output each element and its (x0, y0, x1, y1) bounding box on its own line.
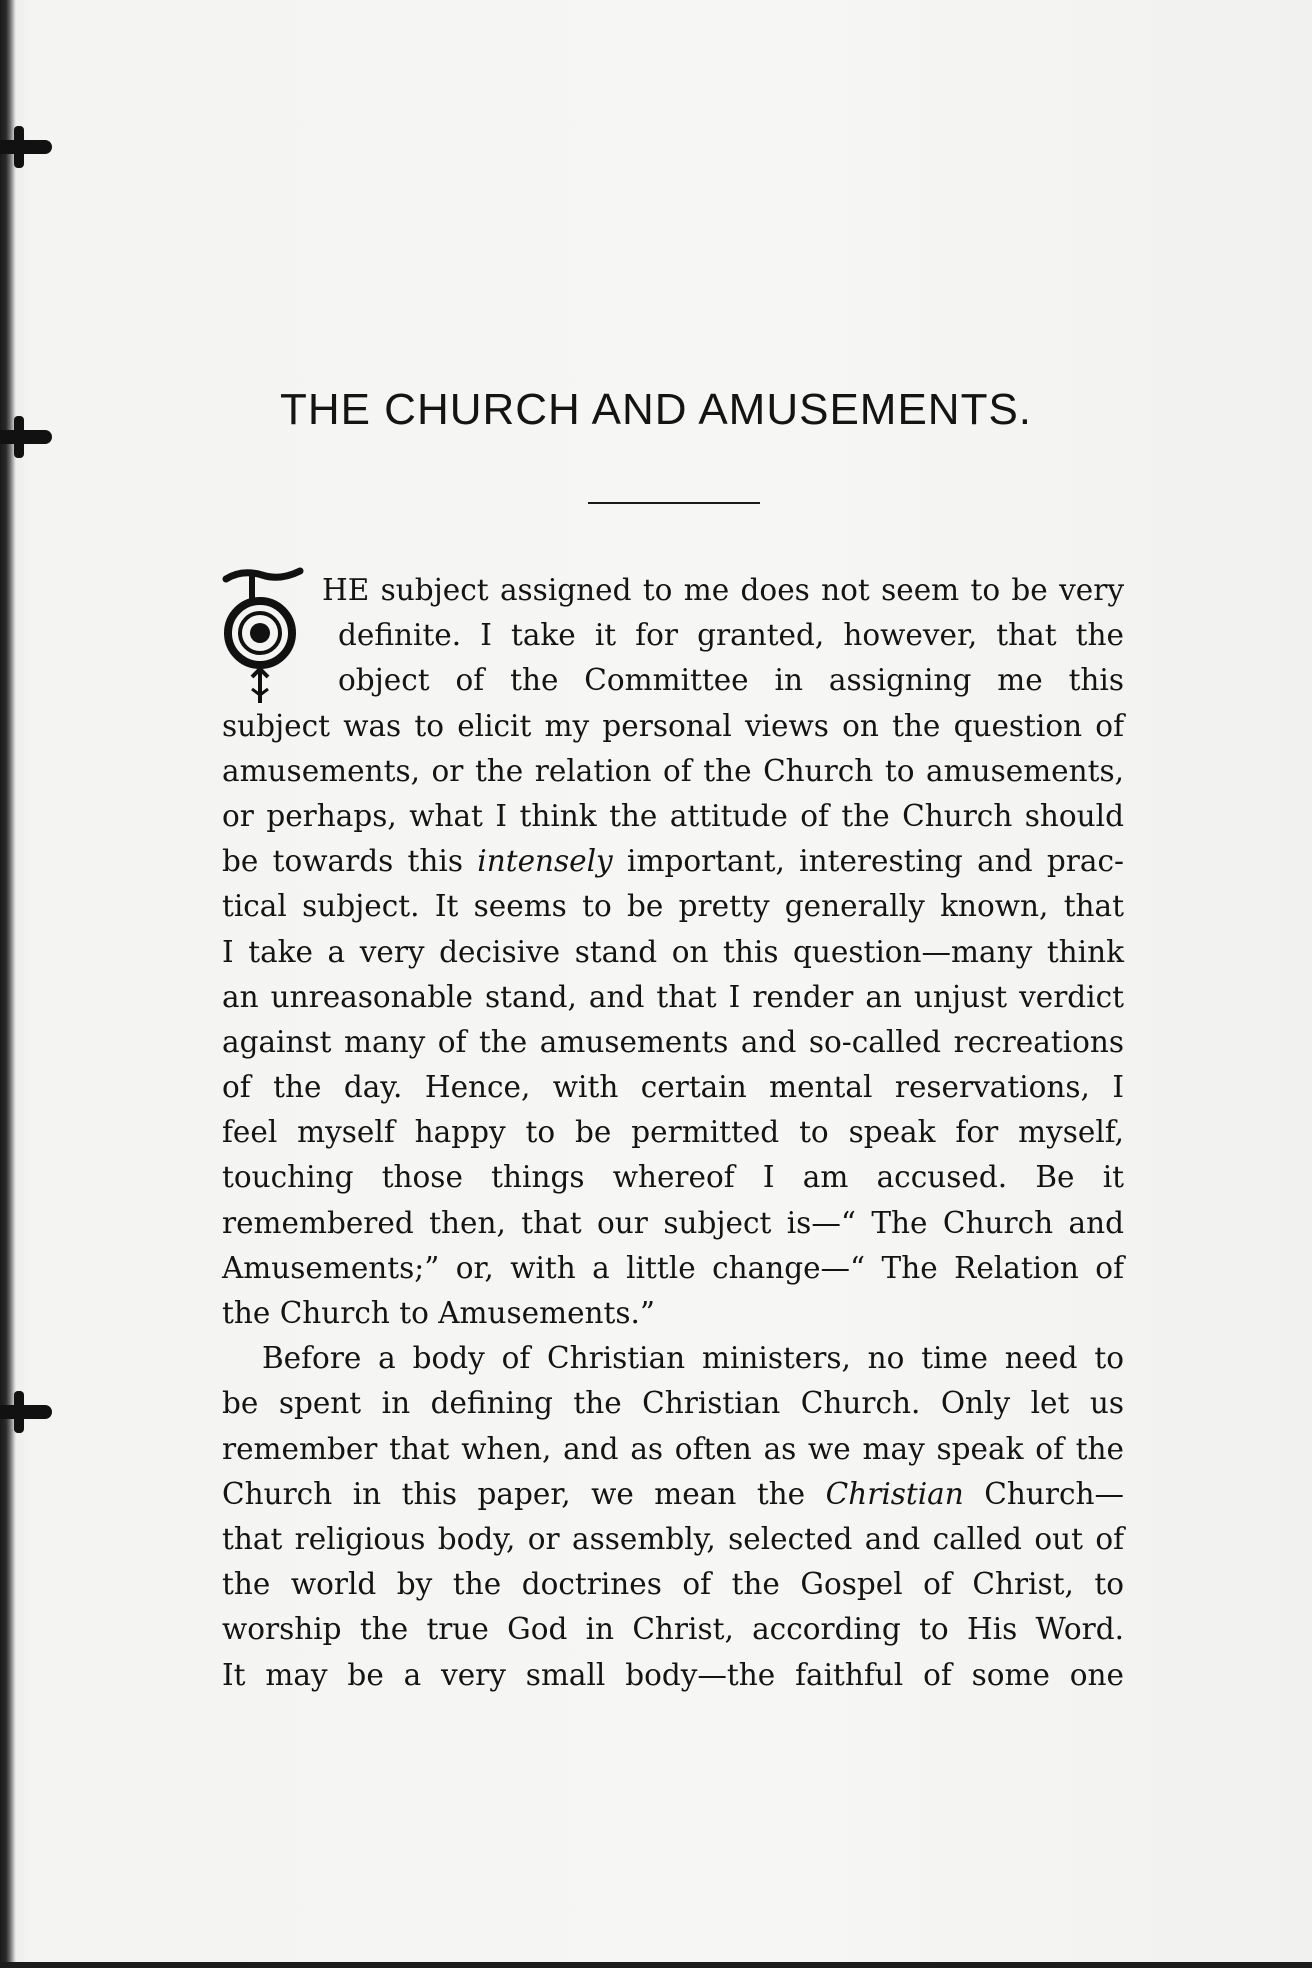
binding-stitch (0, 1405, 52, 1419)
dropcap-letter: T (222, 565, 223, 566)
text-line: definite. I take it for granted, however, that the (338, 618, 1124, 653)
text-line: the world by the doctrines of the Gospel of Christ, to (222, 1567, 1124, 1602)
scan-border (0, 1962, 1312, 1968)
text-line (222, 1472, 1124, 1517)
text-segment: important, interesting and prac- (627, 844, 1124, 879)
paragraph-1 (222, 568, 1124, 1336)
paragraph-2 (222, 1336, 1124, 1698)
text-segment: Church— (984, 1476, 1124, 1511)
title-rule (588, 502, 760, 504)
text-line: remember that when, and as often as we may speak of the (222, 1431, 1124, 1466)
text-line: worship the true God in Christ, according to His Word. (222, 1612, 1124, 1647)
text-line: be spent in defining the Christian Church. Only let us (222, 1386, 1124, 1421)
text-line (222, 839, 1124, 884)
text-segment: be towards this (222, 844, 463, 879)
text-line: amusements, or the relation of the Church to amusements, (222, 753, 1124, 788)
italic-word: intensely (477, 844, 613, 879)
text-line: It may be a very small body—the faithful of some one (222, 1657, 1124, 1692)
text-segment: Church in this paper, we mean the (222, 1476, 806, 1511)
text-line: feel myself happy to be permitted to speak for myself, (222, 1115, 1124, 1150)
text-line: of the day. Hence, with certain mental reservations, I (222, 1070, 1124, 1105)
text-line: an unreasonable stand, and that I render an unjust verdict (222, 979, 1124, 1014)
text-line: tical subject. It seems to be pretty generally known, that (222, 889, 1124, 924)
italic-word: Christian (825, 1476, 964, 1511)
text-line: that religious body, or assembly, selected and called out of (222, 1521, 1124, 1556)
text-line: touching those things whereof I am accused. Be it (222, 1160, 1124, 1195)
binding-stitch (0, 140, 52, 154)
text-line: or perhaps, what I think the attitude of the Church should (222, 798, 1124, 833)
text-line: object of the Committee in assigning me this (338, 663, 1124, 698)
text-line: remembered then, that our subject is—“ The Church and (222, 1205, 1124, 1240)
text-line: against many of the amusements and so-called recreations (222, 1024, 1124, 1059)
text-line: Before a body of Christian ministers, no time need to (262, 1341, 1124, 1376)
body-text (222, 568, 1124, 1698)
text-line: HE subject assigned to me does not seem to be very (322, 573, 1124, 607)
text-line: subject was to elicit my personal views on the question of (222, 708, 1124, 743)
page-binding-edge (0, 0, 16, 1968)
text-line: Amusements;” or, with a little change—“ The Relation of (222, 1250, 1124, 1285)
text-line: the Church to Amusements.” (222, 1296, 656, 1330)
chapter-title: THE CHURCH AND AMUSEMENTS. (279, 385, 1033, 434)
text-line: I take a very decisive stand on this question—many think (222, 934, 1124, 969)
